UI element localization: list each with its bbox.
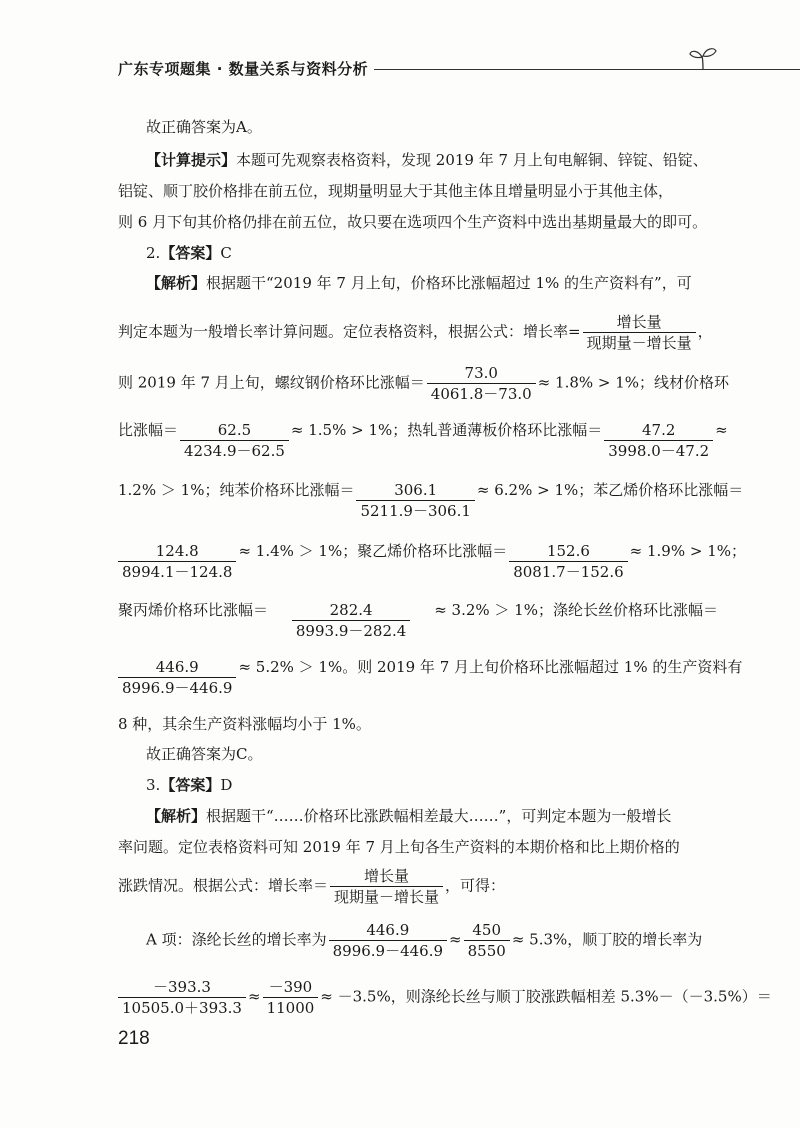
formula-text: ≈ <box>449 930 462 949</box>
denominator: 4061.8－73.0 <box>430 385 532 403</box>
numerator: 152.6 <box>509 541 627 562</box>
numerator: －393.3 <box>118 977 246 998</box>
analysis-text: 根据题干“2019 年 7 月上旬，价格环比涨幅超过 1% 的生产资料有”，可 <box>206 274 692 292</box>
fraction <box>427 363 536 404</box>
analysis-text: 根据题干“……价格环比涨跌幅相差最大……”，可判定本题为一般增长 <box>206 807 672 825</box>
denominator: 8081.7－152.6 <box>513 563 624 581</box>
numerator: 增长量 <box>330 866 443 887</box>
answer-line <box>118 744 262 764</box>
answer-tag: 【答案】 <box>160 776 221 794</box>
formula-text: 1.2% ＞ 1%；纯苯价格环比涨幅＝ <box>118 481 355 499</box>
calc-hint-text: 本题可先观察表格资料，发现 2019 年 7 月上旬电解铜、锌锭、铅锭、 <box>236 151 708 169</box>
question-2-answer <box>118 243 232 263</box>
denominator: 10505.0＋393.3 <box>122 999 242 1017</box>
formula-text: ≈ 3.2% ＞ 1%；涤纶长丝价格环比涨幅＝ <box>434 601 718 619</box>
denominator: 现期量－增长量 <box>334 888 440 906</box>
fraction <box>292 600 410 641</box>
sprout-icon <box>688 44 718 74</box>
analysis-tag: 【解析】 <box>146 807 207 825</box>
fraction <box>118 541 236 582</box>
formula-line <box>118 363 729 404</box>
question-3-answer <box>118 775 232 795</box>
numerator: 446.9 <box>118 657 236 678</box>
fraction <box>330 866 443 907</box>
fraction <box>583 312 696 353</box>
formula-text: A 项：涤纶长丝的增长率为 <box>146 930 327 949</box>
formula-line <box>118 420 728 461</box>
fraction <box>464 920 510 961</box>
formula-line <box>118 866 505 907</box>
formula-text: ≈ 6.2% > 1%；苯乙烯价格环比涨幅＝ <box>476 481 744 499</box>
numerator: 124.8 <box>118 541 236 562</box>
answer-value: D <box>220 776 233 794</box>
fraction <box>356 480 474 521</box>
paragraph-text: 则 6 月下旬其价格仍排在前五位，故只要在选项四个生产资料中选出基期量最大的即可。 <box>118 213 708 231</box>
paragraph-line <box>118 837 680 857</box>
header-rule <box>374 69 800 70</box>
denominator: 8994.1－124.8 <box>122 563 233 581</box>
formula-line <box>118 657 743 698</box>
question-number: 3. <box>146 776 161 794</box>
denominator: 8996.9－446.9 <box>122 679 233 697</box>
numerator: 446.9 <box>329 920 447 941</box>
formula-line <box>118 312 713 353</box>
formula-text: ≈ 5.3%，顺丁胶的增长率为 <box>511 930 703 949</box>
formula-line <box>118 541 747 582</box>
numerator: 282.4 <box>292 600 410 621</box>
denominator: 8550 <box>467 942 506 960</box>
numerator: 47.2 <box>604 420 713 441</box>
denominator: 11000 <box>266 999 315 1017</box>
paragraph-line <box>118 181 673 201</box>
header-title: 广东专项题集 · 数量关系与资料分析 <box>118 60 369 78</box>
formula-text: 涨跌情况。根据公式：增长率＝ <box>118 876 329 895</box>
formula-line <box>118 480 744 521</box>
paragraph-text: 铝锭、顺丁胶价格排在前五位，现期量明显大于其他主体且增量明显小于其他主体， <box>118 182 674 200</box>
formula-text: ≈ －3.5%，则涤纶长丝与顺丁胶涨跌幅相差 5.3%－（－3.5%）＝ <box>320 987 772 1006</box>
fraction <box>180 420 289 461</box>
formula-text: ≈ 1.4% ＞ 1%；聚乙烯价格环比涨幅＝ <box>238 542 508 560</box>
formula-text: ≈ 1.8% > 1%；线材价格环 <box>537 373 730 392</box>
formula-text: 比涨幅＝ <box>118 421 179 439</box>
numerator: 62.5 <box>180 420 289 441</box>
formula-text: 判定本题为一般增长率计算问题。定位表格资料，根据公式：增长率= <box>118 322 581 341</box>
paragraph-text: 率问题。定位表格资料可知 2019 年 7 月上旬各生产资料的本期价格和比上期价格的 <box>118 838 680 856</box>
page-number: 218 <box>118 1028 150 1049</box>
running-header <box>118 52 718 82</box>
fraction <box>118 977 246 1018</box>
calc-hint-line <box>118 150 708 170</box>
answer-text: 故正确答案为A。 <box>146 118 262 136</box>
paragraph-text: 8 种，其余生产资料涨幅均小于 1%。 <box>118 715 371 733</box>
numerator: 306.1 <box>356 480 474 501</box>
fraction <box>604 420 713 461</box>
formula-text: ≈ 1.9% > 1%； <box>629 542 747 560</box>
formula-text: ≈ <box>247 987 261 1006</box>
denominator: 5211.9－306.1 <box>360 502 471 520</box>
paragraph-line <box>118 212 707 232</box>
formula-text: ≈ <box>715 421 728 439</box>
formula-text: 聚丙烯价格环比涨幅＝ <box>118 601 269 619</box>
answer-text: 故正确答案为C。 <box>146 745 263 763</box>
numerator: 73.0 <box>427 363 536 384</box>
formula-line <box>118 600 718 641</box>
formula-text: ， <box>697 322 713 341</box>
numerator: 450 <box>464 920 510 941</box>
analysis-tag: 【解析】 <box>146 274 207 292</box>
formula-text: ≈ 5.2% ＞ 1%。则 2019 年 7 月上旬价格环比涨幅超过 1% 的生产资料有 <box>238 658 743 676</box>
answer-line <box>118 117 262 137</box>
formula-line <box>118 977 772 1018</box>
answer-tag: 【答案】 <box>160 244 221 262</box>
analysis-line <box>118 273 692 293</box>
formula-text: 则 2019 年 7 月上旬，螺纹钢价格环比涨幅＝ <box>118 373 425 392</box>
paragraph-line <box>118 714 371 734</box>
numerator: 增长量 <box>583 312 696 333</box>
analysis-line <box>118 806 671 826</box>
denominator: 3998.0－47.2 <box>608 442 710 460</box>
denominator: 8996.9－446.9 <box>332 942 444 960</box>
formula-line <box>118 920 702 961</box>
calc-hint-tag: 【计算提示】 <box>146 151 237 169</box>
fraction <box>329 920 447 961</box>
fraction <box>509 541 627 582</box>
denominator: 8993.9－282.4 <box>295 622 407 640</box>
denominator: 4234.9－62.5 <box>184 442 285 460</box>
numerator: －390 <box>263 977 319 998</box>
question-number: 2. <box>146 244 161 262</box>
denominator: 现期量－增长量 <box>586 334 692 352</box>
fraction <box>263 977 319 1018</box>
fraction <box>118 657 236 698</box>
answer-value: C <box>220 244 232 262</box>
formula-text: ≈ 1.5% > 1%；热轧普通薄板价格环比涨幅＝ <box>290 421 603 439</box>
formula-text: ，可得： <box>445 876 506 895</box>
